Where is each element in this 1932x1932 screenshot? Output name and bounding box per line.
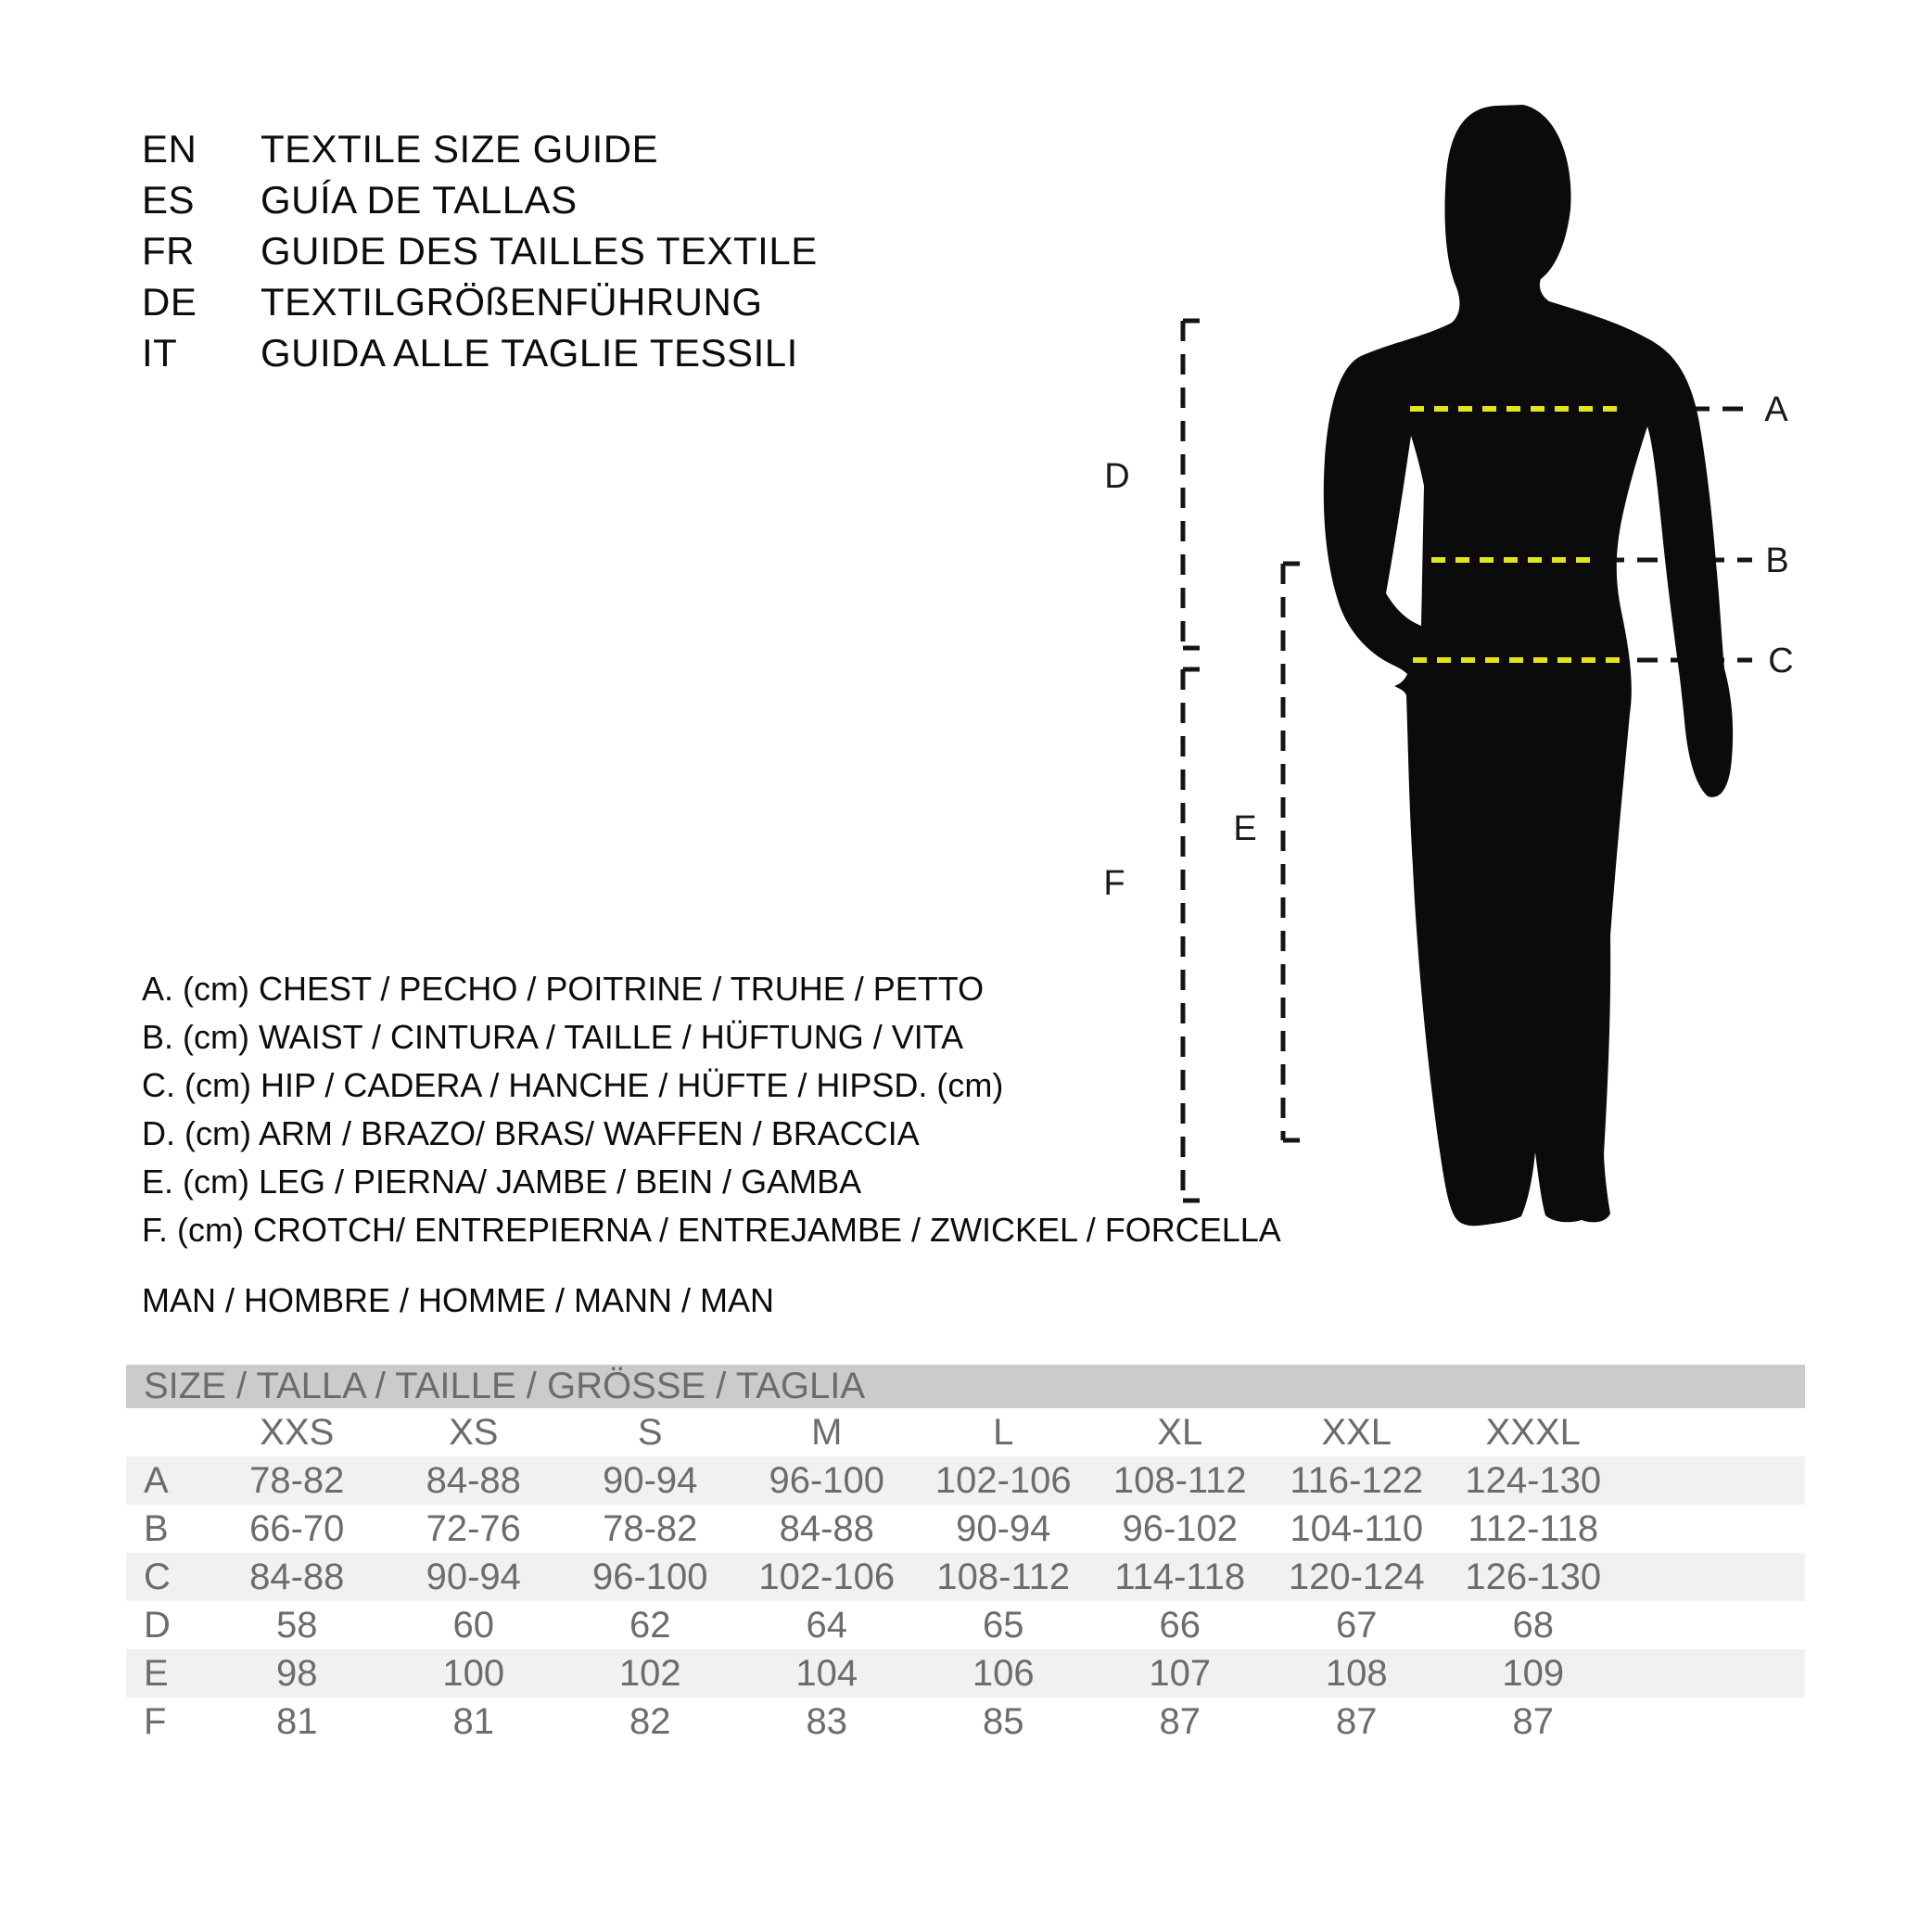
row-label: D xyxy=(144,1604,171,1646)
table-row-f xyxy=(126,1697,1805,1746)
figure-label-b: B xyxy=(1765,541,1789,580)
cell-c-xl: 114-118 xyxy=(1114,1556,1246,1597)
cell-f-xs: 81 xyxy=(452,1700,494,1742)
cell-f-xxs: 81 xyxy=(276,1700,318,1742)
cell-b-xxs: 66-70 xyxy=(249,1507,345,1549)
category-line: MAN / HOMBRE / HOMME / MANN / MAN xyxy=(142,1281,775,1319)
cell-d-xs: 60 xyxy=(452,1604,494,1646)
figure-label-e: E xyxy=(1233,809,1257,848)
cell-e-s: 102 xyxy=(618,1652,681,1694)
table-row-c xyxy=(126,1553,1805,1601)
row-label: C xyxy=(144,1556,171,1597)
cell-e-m: 104 xyxy=(795,1652,858,1694)
table-row-d xyxy=(126,1601,1805,1649)
cell-a-xxs: 78-82 xyxy=(249,1459,345,1501)
cell-a-l: 102-106 xyxy=(934,1459,1072,1501)
cell-a-xl: 108-112 xyxy=(1112,1459,1247,1501)
lang-title-fr: GUIDE DES TAILLES TEXTILE xyxy=(261,228,818,273)
table-row-e xyxy=(126,1649,1805,1697)
lang-title-it: GUIDA ALLE TAGLIE TESSILI xyxy=(261,330,798,375)
cell-d-xl: 66 xyxy=(1159,1604,1201,1646)
man-silhouette xyxy=(1324,105,1733,1226)
size-header-l: L xyxy=(993,1411,1014,1453)
row-label: F xyxy=(144,1700,167,1742)
lang-code-it: IT xyxy=(142,330,178,375)
size-header-xxl: XXL xyxy=(1321,1411,1392,1453)
cell-b-s: 78-82 xyxy=(603,1507,698,1549)
legend-line-d: D. (cm) ARM / BRAZO/ BRAS/ WAFFEN / BRACCIA xyxy=(142,1114,920,1152)
size-header-row xyxy=(126,1408,1805,1456)
cell-e-xxxl: 109 xyxy=(1502,1652,1565,1694)
cell-e-l: 106 xyxy=(972,1652,1035,1694)
size-header-xxs: XXS xyxy=(260,1411,335,1453)
cell-a-xxl: 116-122 xyxy=(1290,1459,1424,1501)
figure-label-a: A xyxy=(1764,390,1788,429)
size-header-s: S xyxy=(637,1411,663,1453)
lang-code-de: DE xyxy=(142,279,197,324)
size-header-m: M xyxy=(811,1411,843,1453)
measurement-legend xyxy=(142,965,1281,1254)
cell-c-l: 108-112 xyxy=(936,1556,1071,1597)
row-label: E xyxy=(144,1652,169,1694)
cell-f-xxl: 87 xyxy=(1336,1700,1378,1742)
cell-d-m: 64 xyxy=(806,1604,847,1646)
cell-b-l: 90-94 xyxy=(956,1507,1051,1549)
size-header-xl: XL xyxy=(1157,1411,1203,1453)
legend-line-a: A. (cm) CHEST / PECHO / POITRINE / TRUHE / PETTO xyxy=(142,970,985,1008)
cell-b-xl: 96-102 xyxy=(1122,1507,1239,1549)
figure-label-f: F xyxy=(1103,864,1125,903)
figure-label-c: C xyxy=(1768,642,1794,680)
lang-title-de: TEXTILGRÖßENFÜHRUNG xyxy=(261,279,763,324)
cell-a-m: 96-100 xyxy=(769,1459,885,1501)
cell-e-xxl: 108 xyxy=(1325,1652,1388,1694)
lang-code-fr: FR xyxy=(142,228,195,273)
row-label: A xyxy=(144,1459,169,1501)
cell-c-xxl: 120-124 xyxy=(1288,1556,1425,1597)
cell-a-xxxl: 124-130 xyxy=(1465,1459,1602,1501)
cell-b-xxxl: 112-118 xyxy=(1468,1507,1599,1549)
cell-f-m: 83 xyxy=(806,1700,847,1742)
size-table-title-band: SIZE / TALLA / TAILLE / GRÖSSE / TAGLIA xyxy=(126,1365,1805,1408)
cell-d-xxs: 58 xyxy=(276,1604,318,1646)
cell-f-l: 85 xyxy=(983,1700,1024,1742)
cell-f-xxxl: 87 xyxy=(1512,1700,1554,1742)
cell-f-xl: 87 xyxy=(1159,1700,1201,1742)
lang-code-es: ES xyxy=(142,177,196,222)
cell-c-xxxl: 126-130 xyxy=(1465,1556,1602,1597)
cell-e-xxs: 98 xyxy=(276,1652,318,1694)
size-table xyxy=(126,1365,1805,1746)
table-row-a xyxy=(126,1456,1805,1505)
cell-d-l: 65 xyxy=(983,1604,1024,1646)
legend-line-f: F. (cm) CROTCH/ ENTREPIERNA / ENTREJAMBE / ZWICKEL / FORCELLA xyxy=(142,1211,1281,1249)
cell-c-xs: 90-94 xyxy=(426,1556,521,1597)
cell-b-xxl: 104-110 xyxy=(1290,1507,1424,1549)
cell-b-m: 84-88 xyxy=(779,1507,874,1549)
row-label: B xyxy=(144,1507,169,1549)
cell-e-xl: 107 xyxy=(1149,1652,1212,1694)
cell-b-xs: 72-76 xyxy=(426,1507,521,1549)
cell-d-xxl: 67 xyxy=(1336,1604,1378,1646)
cell-e-xs: 100 xyxy=(442,1652,505,1694)
cell-a-xs: 84-88 xyxy=(426,1459,521,1501)
size-header-xxxl: XXXL xyxy=(1485,1411,1581,1453)
legend-line-e: E. (cm) LEG / PIERNA/ JAMBE / BEIN / GAMBA xyxy=(142,1163,862,1201)
cell-c-xxs: 84-88 xyxy=(249,1556,345,1597)
lang-title-es: GUÍA DE TALLAS xyxy=(261,177,578,222)
lang-code-en: EN xyxy=(142,126,197,171)
cell-a-s: 90-94 xyxy=(603,1459,698,1501)
cell-c-m: 102-106 xyxy=(758,1556,896,1597)
cell-f-s: 82 xyxy=(629,1700,671,1742)
cell-d-s: 62 xyxy=(629,1604,671,1646)
cell-c-s: 96-100 xyxy=(591,1556,708,1597)
size-header-xs: XS xyxy=(449,1411,499,1453)
legend-line-b: B. (cm) WAIST / CINTURA / TAILLE / HÜFTUNG / VITA xyxy=(142,1018,964,1056)
lang-title-en: TEXTILE SIZE GUIDE xyxy=(261,126,659,171)
legend-line-c: C. (cm) HIP / CADERA / HANCHE / HÜFTE / HIPSD. (cm) xyxy=(142,1066,1004,1104)
figure-label-d: D xyxy=(1104,457,1130,496)
cell-d-xxxl: 68 xyxy=(1512,1604,1554,1646)
table-row-b xyxy=(126,1505,1805,1553)
